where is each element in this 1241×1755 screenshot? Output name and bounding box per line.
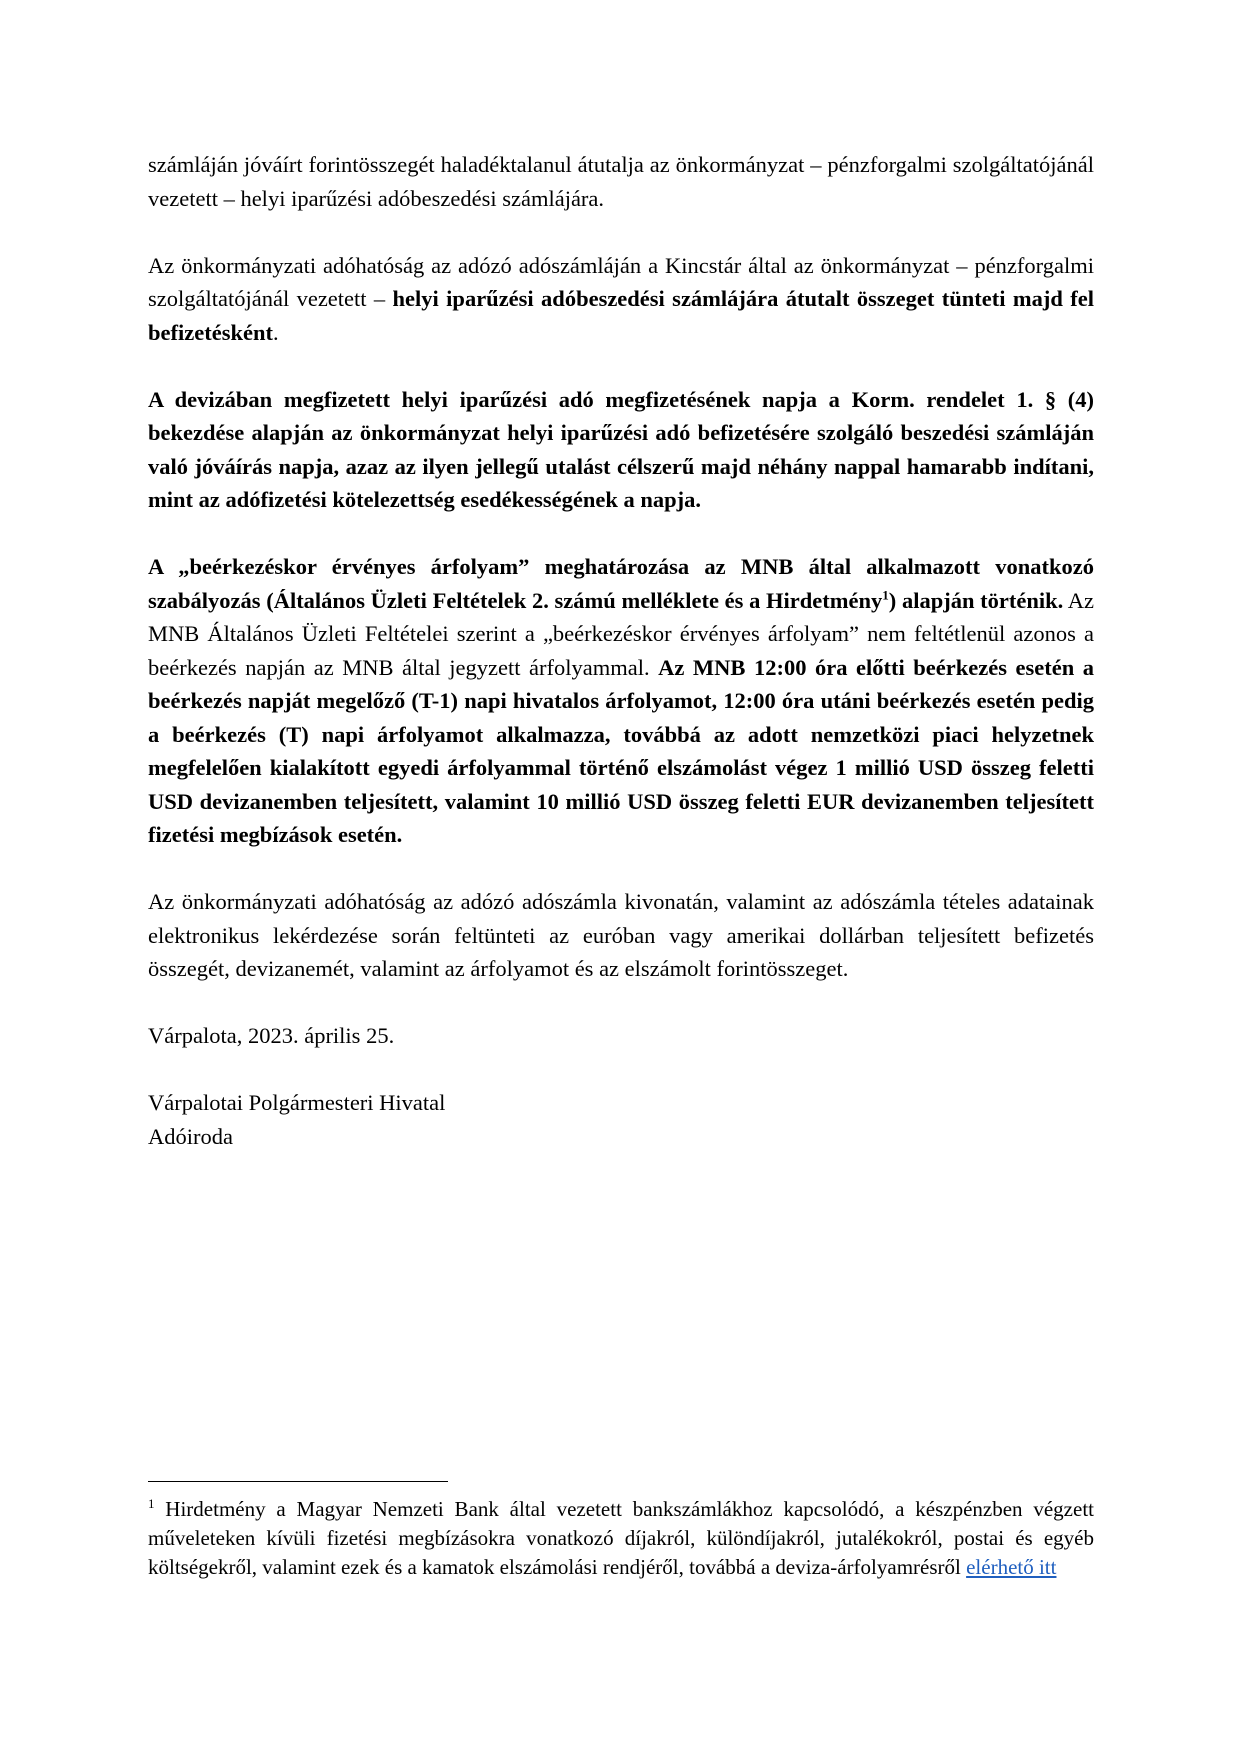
paragraph-3 (148, 383, 1094, 517)
footnote (148, 1495, 1094, 1582)
footnote-reference[interactable]: 1 (882, 587, 889, 602)
paragraph-2 (148, 249, 1094, 350)
paragraph-2-text-bold: helyi iparűzési adóbeszedési számlájára átutalt összeget tünteti majd fel befizetésként (148, 286, 1094, 345)
paragraph-4-text-bold-a: A „beérkezéskor érvényes árfolyam” meghatározása az MNB által alkalmazott vonatkozó szabályozás (Általános Üzleti Feltételek 2. számú melléklete és a Hirdetmény (148, 554, 1094, 613)
paragraph-5 (148, 885, 1094, 986)
signature-block (148, 1086, 1094, 1153)
footnote-link[interactable]: elérhető itt (966, 1555, 1057, 1579)
paragraph-1 (148, 148, 1094, 215)
signature-department: Adóiroda (148, 1123, 233, 1149)
footnote-separator (148, 1481, 448, 1482)
paragraph-3-text: A devizában megfizetett helyi iparűzési adó megfizetésének napja a Korm. rendelet 1. § (4) bekezdése alapján az önkormányzat helyi iparűzési adó befizetésére szolgáló beszedési számláján való jóváírás napja, azaz az ilyen jellegű utalást célszerű majd néhány nappal hamarabb indítani, mint az adófizetési kötelezettség esedékességének a napja. (148, 386, 1094, 512)
paragraph-4-text-bold-b: ) alapján történik. (888, 587, 1064, 613)
paragraph-2-text-a: Az önkormányzati adóhatóság az adózó adószámláján a Kincstár által az önkormányzat – pénzforgalmi szolgáltatójánál vezetett – (148, 252, 1094, 311)
footnote-marker: 1 (148, 1496, 155, 1511)
document-body (148, 148, 1094, 1153)
footnote-text: Hirdetmény a Magyar Nemzeti Bank által vezetett bankszámlákhoz kapcsolódó, a készpénzben végzett műveleteken kívüli fizetési megbízásokra vonatkozó díjakról, különdíjakról, jutalékokról, postai és egyéb költségekről, valamint ezek és a kamatok elszámolási rendjéről, továbbá a deviza-árfolyamrésről (148, 1497, 1094, 1579)
paragraph-4-text-bold-c: Az MNB 12:00 óra előtti beérkezés esetén a beérkezés napját megelőző (T-1) napi hivatalos árfolyamot, 12:00 óra utáni beérkezés esetén pedig a beérkezés (T) napi árfolyamot alkalmazza, továbbá az adott nemzetközi piaci helyzetnek megfelelően kialakított egyedi árfolyammal történő elszámolást végez 1 millió USD összeg feletti USD devizanemben teljesített, valamint 10 millió USD összeg feletti EUR devizanemben teljesített fizetési megbízások esetén. (148, 654, 1094, 847)
signature-office: Várpalotai Polgármesteri Hivatal (148, 1090, 446, 1115)
paragraph-5-text: Az önkormányzati adóhatóság az adózó adószámla kivonatán, valamint az adószámla tételes adatainak elektronikus lekérdezése során feltünteti az euróban vagy amerikai dollárban teljesített befizetés összegét, devizanemét, valamint az árfolyamot és az elszámolt forintösszeget. (148, 889, 1094, 981)
paragraph-4-text-normal: Az MNB Általános Üzleti Feltételei szerint a „beérkezéskor érvényes árfolyam” nem feltétlenül azonos a beérkezés napján az MNB által jegyzett árfolyammal. (148, 587, 1094, 680)
paragraph-4 (148, 550, 1094, 852)
paragraph-2-text-end: . (272, 319, 279, 345)
paragraph-1-text: számláján jóváírt forintösszegét haladéktalanul átutalja az önkormányzat – pénzforgalmi szolgáltatójánál vezetett – helyi iparűzési adóbeszedési számlájára. (148, 152, 1094, 211)
place-date: Várpalota, 2023. április 25. (148, 1023, 395, 1048)
